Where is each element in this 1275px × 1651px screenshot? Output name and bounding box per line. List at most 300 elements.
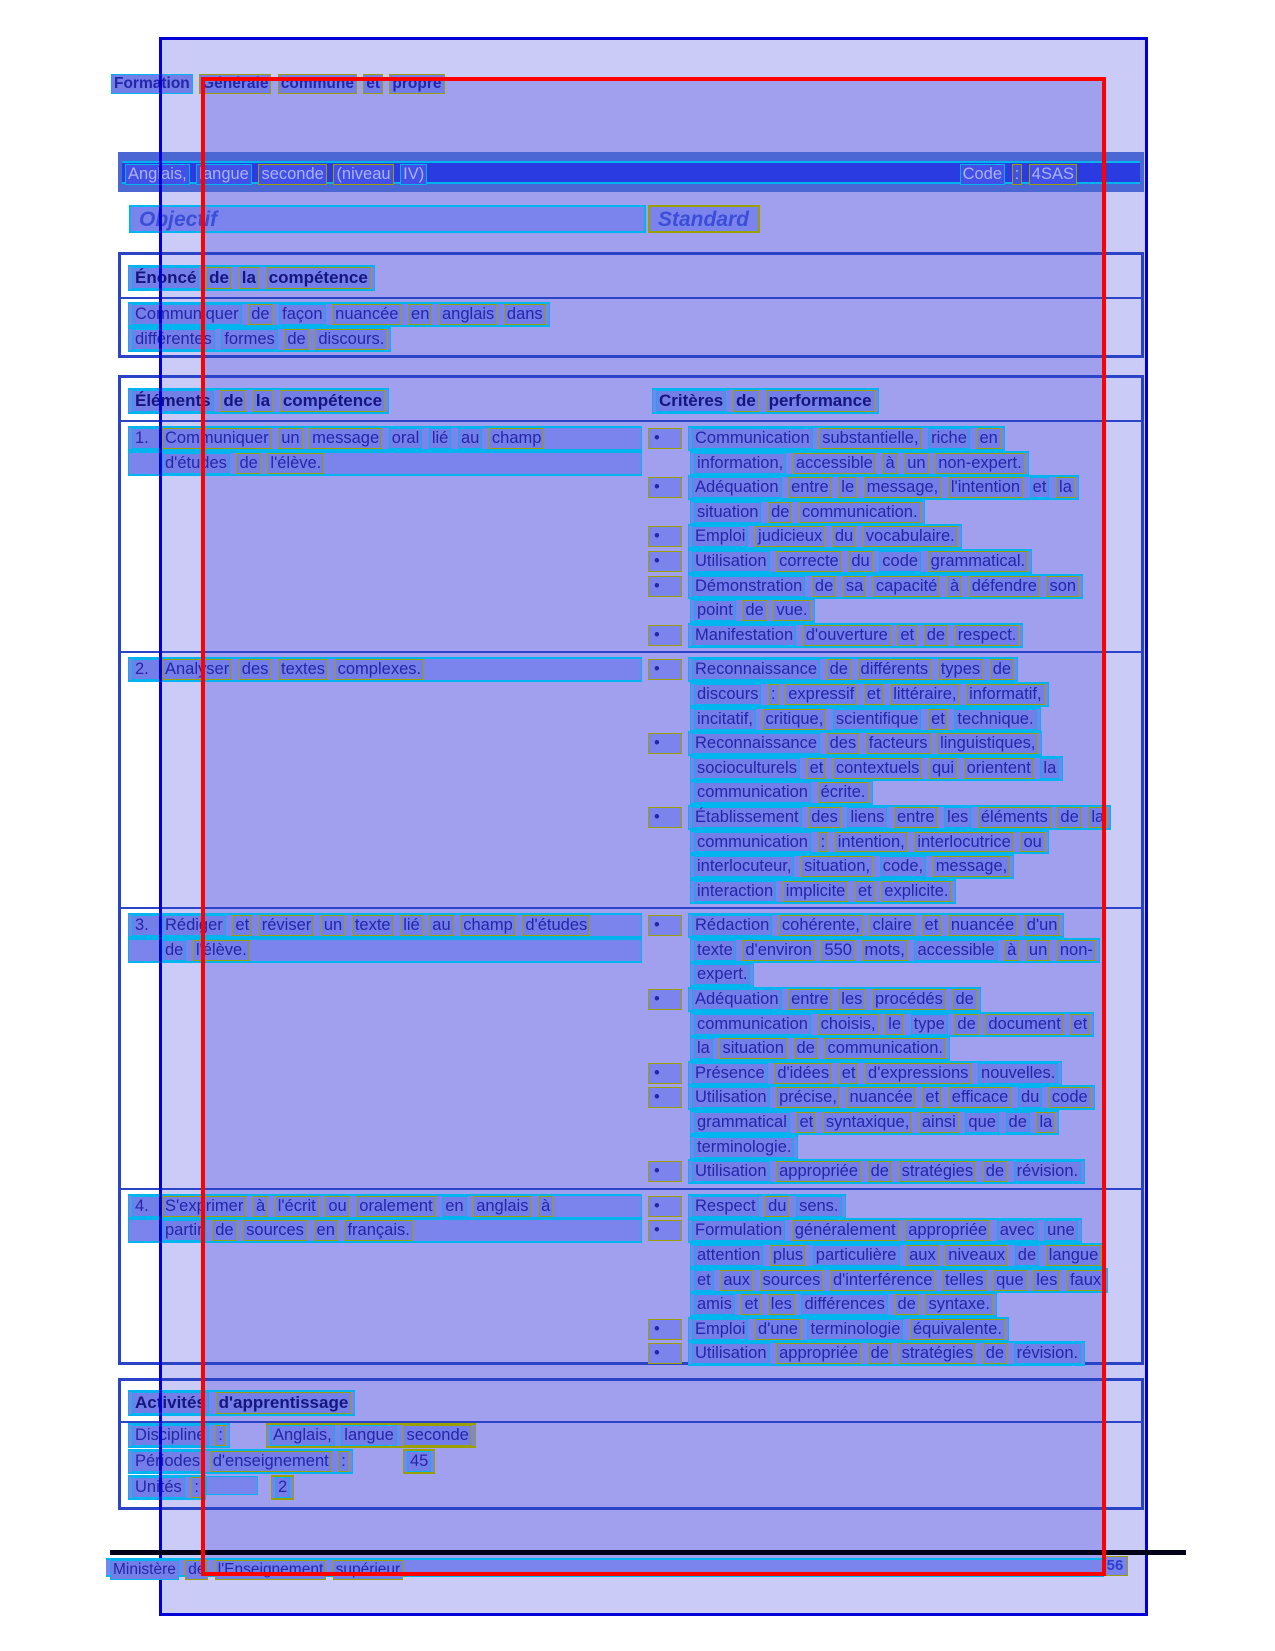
word-box: Anglais,	[270, 1425, 335, 1446]
word-box: d'interférence	[830, 1270, 935, 1291]
elements-criteres-table	[118, 375, 1144, 1365]
word-box: ou	[1020, 832, 1044, 853]
word-box: propre	[389, 74, 444, 94]
word-box: seconde	[258, 164, 326, 185]
word-box: à	[538, 1196, 553, 1217]
word-box: différents	[858, 659, 932, 680]
word-box: et	[741, 1294, 761, 1315]
word-box: :	[818, 832, 829, 853]
word-box: vocabulaire.	[863, 526, 958, 547]
word-box: Adéquation	[692, 477, 782, 498]
word-box: nuancée	[332, 304, 401, 325]
word-box: en	[314, 1220, 338, 1241]
criteria-text-line	[648, 830, 1150, 855]
word-box: de	[868, 1161, 892, 1182]
criteria-text-line	[648, 987, 1150, 1012]
criteria-list	[648, 913, 1150, 1184]
word-box: plus	[770, 1245, 806, 1266]
activites-row-value	[403, 1449, 435, 1474]
activites-table-header	[121, 1381, 1141, 1423]
word-box: (niveau	[333, 164, 393, 185]
word-box: la	[694, 1038, 713, 1059]
word-box: qui	[929, 758, 957, 779]
criteria-text-line	[648, 1012, 1150, 1037]
criteria-text-line	[648, 1292, 1150, 1317]
word-box: type	[911, 1014, 948, 1035]
word-box: d'études	[162, 453, 230, 474]
criteria-text-line	[648, 426, 1150, 451]
word-box: Communiquer	[162, 428, 272, 449]
criteria-text-line	[648, 549, 1150, 574]
word-box: expressif	[785, 684, 857, 705]
word-box: telles	[942, 1270, 987, 1291]
word-box: que	[965, 1112, 999, 1133]
word-box: Manifestation	[692, 625, 796, 646]
word-box: faux	[1067, 1270, 1104, 1291]
word-box: Adéquation	[692, 989, 782, 1010]
word-box: code	[1049, 1087, 1091, 1108]
word-box: d'un	[1024, 915, 1061, 936]
criteria-text-line	[648, 1036, 1150, 1061]
word-box: du	[848, 551, 872, 572]
bullet-icon: •	[648, 1319, 682, 1340]
criteria-text-line	[648, 1268, 1150, 1293]
word-box: un	[278, 428, 302, 449]
word-box: informatif,	[966, 684, 1044, 705]
word-box: champ	[489, 428, 545, 449]
word-box: de	[895, 1294, 919, 1315]
word-box: à	[882, 453, 897, 474]
word-box: intention,	[835, 832, 908, 853]
element-text-line	[128, 451, 642, 476]
word-box: Démonstration	[692, 576, 805, 597]
word-box: de	[733, 390, 759, 412]
word-box: 4SAS	[1029, 164, 1077, 185]
word-box: révision.	[1014, 1161, 1081, 1182]
word-box: terminologie.	[694, 1137, 794, 1158]
word-box: explicite.	[881, 881, 951, 902]
word-box: un	[321, 915, 345, 936]
word-box: oralement	[356, 1196, 435, 1217]
word-box: langue	[196, 164, 252, 185]
criteria-text-line	[648, 1218, 1150, 1243]
word-box: Utilisation	[692, 1087, 770, 1108]
word-box: au	[429, 915, 453, 936]
word-box: équivalente.	[910, 1319, 1005, 1340]
word-box: langue	[341, 1425, 397, 1446]
bullet-icon: •	[648, 625, 682, 646]
word-box: communication.	[799, 502, 921, 523]
criteria-text-line	[648, 524, 1150, 549]
word-box: d'apprentissage	[216, 1392, 352, 1414]
word-box: 45	[407, 1451, 431, 1472]
activites-row-label	[128, 1475, 206, 1500]
bullet-icon: •	[648, 1063, 682, 1084]
word-box: entre	[788, 477, 832, 498]
criteres-column-header	[652, 388, 879, 414]
word-box: sens.	[796, 1196, 841, 1217]
word-box: partir	[162, 1220, 206, 1241]
word-box: au	[458, 428, 482, 449]
word-box: différences	[801, 1294, 887, 1315]
word-box: Utilisation	[692, 551, 770, 572]
word-box: sources	[243, 1220, 307, 1241]
word-box: textes	[278, 659, 328, 680]
word-box: stratégies	[899, 1343, 977, 1364]
word-box: Emploi	[692, 1319, 748, 1340]
word-box: de	[983, 1161, 1007, 1182]
word-box: Formulation	[692, 1220, 785, 1241]
word-box: de	[1015, 1245, 1039, 1266]
word-box: Périodes	[132, 1451, 203, 1472]
criteria-list	[648, 426, 1150, 647]
word-box: de	[768, 502, 792, 523]
bullet-icon: •	[648, 1087, 682, 1108]
word-box: d'études	[522, 915, 590, 936]
word-box: Code	[960, 164, 1005, 185]
criteria-text-line	[648, 1317, 1150, 1342]
word-box: stratégies	[899, 1161, 977, 1182]
activites-row-value	[266, 1423, 476, 1448]
word-box: non-expert.	[935, 453, 1024, 474]
word-box: éléments	[978, 807, 1051, 828]
word-box: de	[284, 329, 308, 350]
word-box: communication	[694, 1014, 811, 1035]
word-box: :	[768, 684, 779, 705]
word-box: appropriée	[776, 1343, 861, 1364]
word-box: seconde	[403, 1425, 471, 1446]
course-title-bar	[118, 152, 1144, 192]
word-box: anglais	[473, 1196, 531, 1217]
element-row	[121, 1188, 1141, 1370]
word-box: :	[338, 1451, 349, 1472]
word-box: socioculturels	[694, 758, 800, 779]
word-box: IV)	[400, 164, 427, 185]
criteria-text-line	[648, 500, 1150, 525]
objectif-standard-row	[118, 203, 1144, 237]
word-box: les	[1033, 1270, 1060, 1291]
word-box: en	[977, 428, 1001, 449]
word-box: contextuels	[833, 758, 922, 779]
word-box: Générale	[199, 74, 271, 94]
footer-rule-line	[110, 1550, 1186, 1555]
word-box: de	[162, 940, 186, 961]
bullet-icon: •	[648, 428, 682, 449]
word-box: de	[954, 1014, 978, 1035]
word-box: et	[232, 915, 252, 936]
activites-row	[121, 1475, 1141, 1501]
word-box: entre	[894, 807, 938, 828]
word-box: grammatical.	[928, 551, 1028, 572]
word-box: nuancée	[847, 1087, 916, 1108]
word-box: révision.	[1014, 1343, 1081, 1364]
word-box: liens	[847, 807, 887, 828]
bullet-icon: •	[648, 659, 682, 680]
standard-heading	[650, 207, 753, 233]
word-box: communication	[694, 832, 811, 853]
objectif-heading-band	[129, 205, 646, 233]
word-box: de	[1057, 807, 1081, 828]
word-box: de	[248, 304, 272, 325]
word-box: interlocuteur,	[694, 856, 794, 877]
enonce-competence-table	[118, 252, 1144, 358]
word-box: de	[868, 1343, 892, 1364]
word-box: texte	[352, 915, 394, 936]
word-box: la	[253, 390, 273, 412]
word-box: interlocutrice	[914, 832, 1014, 853]
word-box: son	[1046, 576, 1079, 597]
word-box: l'écrit	[275, 1196, 319, 1217]
word-box: Utilisation	[692, 1343, 770, 1364]
criteria-text-line	[648, 879, 1150, 904]
word-box: littéraire,	[890, 684, 959, 705]
criteria-text-line	[648, 1194, 1150, 1219]
word-box: l'élève.	[267, 453, 324, 474]
word-box: le	[838, 477, 857, 498]
word-box: de	[220, 390, 246, 412]
word-box: substantielle,	[819, 428, 921, 449]
word-box: à	[947, 576, 962, 597]
word-box: Analyser	[162, 659, 232, 680]
word-box: compétence	[266, 267, 371, 289]
word-box: de	[983, 1343, 1007, 1364]
word-box: aux	[906, 1245, 939, 1266]
word-box: amis	[694, 1294, 735, 1315]
word-box: le	[885, 1014, 904, 1035]
word-box: à	[1004, 940, 1019, 961]
criteria-text-line	[648, 657, 1150, 682]
word-box: critique,	[763, 709, 827, 730]
word-box: expert.	[694, 964, 750, 985]
word-box: Objectif	[139, 208, 218, 231]
word-box: et	[363, 74, 383, 94]
criteria-text-line	[648, 574, 1150, 599]
word-box: Utilisation	[692, 1161, 770, 1182]
word-box: que	[993, 1270, 1027, 1291]
activites-row	[121, 1449, 1141, 1475]
word-box: choisis,	[818, 1014, 879, 1035]
word-box: Standard	[658, 208, 750, 231]
word-box: communication	[694, 782, 811, 803]
word-box: oral	[389, 428, 423, 449]
word-box: accessible	[914, 940, 997, 961]
word-box: sa	[843, 576, 866, 597]
word-box: en	[442, 1196, 466, 1217]
criteria-text-line	[648, 707, 1150, 732]
word-box: Unités	[132, 1477, 185, 1498]
word-box: du	[1018, 1087, 1042, 1108]
criteria-text-line	[648, 1341, 1150, 1366]
word-box: Rédiger	[162, 915, 226, 936]
word-box: de	[794, 1038, 818, 1059]
activites-row-label	[128, 1449, 353, 1474]
word-box: des	[239, 659, 272, 680]
enonce-text-line	[128, 327, 1141, 352]
word-box: de	[185, 1560, 208, 1580]
word-box: point	[694, 600, 736, 621]
word-box: Présence	[692, 1063, 768, 1084]
bullet-icon: •	[648, 733, 682, 754]
word-box: des	[827, 733, 860, 754]
word-box: défendre	[969, 576, 1040, 597]
criteria-list	[648, 1194, 1150, 1366]
word-box: des	[808, 807, 841, 828]
word-box: et	[922, 1087, 942, 1108]
element-text-line	[128, 938, 642, 963]
word-box: performance	[766, 390, 875, 412]
word-box: d'idées	[774, 1063, 832, 1084]
word-box: un	[904, 453, 928, 474]
word-box: de	[206, 267, 232, 289]
element-number: 2.	[132, 659, 160, 680]
word-box: Communication	[692, 428, 813, 449]
course-title	[124, 164, 428, 185]
word-box: de	[812, 576, 836, 597]
word-box: et	[694, 1270, 714, 1291]
word-box: information,	[694, 453, 786, 474]
word-box: lié	[429, 428, 452, 449]
word-box: lié	[400, 915, 423, 936]
criteria-text-line	[648, 475, 1150, 500]
bullet-icon: •	[648, 551, 682, 572]
word-box: facteurs	[866, 733, 931, 754]
word-box: cohérente,	[779, 915, 863, 936]
activites-apprentissage-table	[118, 1378, 1144, 1510]
word-box: à	[253, 1196, 268, 1217]
enonce-header-text	[128, 265, 375, 291]
word-box: et	[807, 758, 827, 779]
word-box: de	[952, 989, 976, 1010]
word-box: l'élève.	[193, 940, 250, 961]
title-highlight-band	[122, 161, 1140, 184]
word-box: discours.	[315, 329, 387, 350]
word-box: Emploi	[692, 526, 748, 547]
word-box: Respect	[692, 1196, 759, 1217]
criteria-text-line	[648, 805, 1150, 830]
word-box: commune	[278, 74, 357, 94]
word-box: syntaxe.	[925, 1294, 992, 1315]
enonce-table-header	[121, 255, 1141, 299]
word-box: sources	[760, 1270, 824, 1291]
word-box: et	[839, 1063, 859, 1084]
word-box: les	[768, 1294, 795, 1315]
bullet-icon: •	[648, 1196, 682, 1217]
word-box: interaction	[694, 881, 776, 902]
bullet-icon: •	[648, 989, 682, 1010]
word-box: réviser	[259, 915, 315, 936]
element-text-line	[128, 1194, 642, 1219]
criteria-text-line	[648, 1061, 1150, 1086]
word-box: et	[928, 709, 948, 730]
criteria-text-line	[648, 731, 1150, 756]
word-box: nouvelles.	[978, 1063, 1058, 1084]
word-box: S'exprimer	[162, 1196, 246, 1217]
word-box: langue	[1046, 1245, 1102, 1266]
word-box: efficace	[949, 1087, 1012, 1108]
criteria-text-line	[648, 780, 1150, 805]
page-number: 56	[1102, 1556, 1128, 1576]
word-box: champ	[460, 915, 516, 936]
bullet-icon: •	[648, 1161, 682, 1182]
word-box: :	[215, 1425, 226, 1446]
word-box: appropriée	[905, 1220, 990, 1241]
word-box: la	[1036, 1112, 1055, 1133]
word-box: incitatif,	[694, 709, 756, 730]
footer-ministry-text	[106, 1558, 1104, 1577]
word-box: appropriée	[776, 1161, 861, 1182]
word-box: les	[944, 807, 971, 828]
word-box: formes	[221, 329, 277, 350]
word-box: Critères	[656, 390, 726, 412]
word-box: la	[1088, 807, 1107, 828]
word-box: situation	[694, 502, 761, 523]
bullet-icon: •	[648, 477, 682, 498]
word-box: accessible	[793, 453, 876, 474]
word-box: d'ouverture	[803, 625, 891, 646]
word-box: de	[212, 1220, 236, 1241]
criteria-text-line	[648, 1085, 1150, 1110]
word-box: code	[879, 551, 921, 572]
word-box: communication.	[824, 1038, 946, 1059]
word-box: façon	[279, 304, 325, 325]
word-box: document	[985, 1014, 1063, 1035]
objectif-heading	[131, 207, 221, 233]
word-box: la	[1040, 758, 1059, 779]
word-box: et	[855, 881, 875, 902]
word-box: de	[990, 659, 1014, 680]
word-box: l'Enseignement	[215, 1560, 327, 1580]
word-box: de	[742, 600, 766, 621]
activites-header-text	[128, 1390, 355, 1416]
element-row	[121, 422, 1141, 651]
word-box: nuancée	[948, 915, 1017, 936]
word-box: d'expressions	[865, 1063, 971, 1084]
word-box: 550	[821, 940, 855, 961]
word-box: linguistiques,	[937, 733, 1038, 754]
criteria-text-line	[648, 682, 1150, 707]
criteria-text-line	[648, 913, 1150, 938]
word-box: de	[827, 659, 851, 680]
word-box: Anglais,	[125, 164, 190, 185]
criteria-text-line	[648, 598, 1150, 623]
word-box: Activités	[132, 1392, 209, 1414]
activites-row-label	[128, 1423, 230, 1448]
elements-table-header	[121, 378, 1141, 422]
word-box: mots,	[862, 940, 908, 961]
word-box: vue.	[773, 600, 810, 621]
word-box: avec	[997, 1220, 1038, 1241]
bullet-icon: •	[648, 807, 682, 828]
activites-row	[121, 1423, 1141, 1449]
word-box: et	[796, 1112, 816, 1133]
word-box: du	[765, 1196, 789, 1217]
word-box: l'intention	[948, 477, 1023, 498]
word-box: une	[1044, 1220, 1078, 1241]
criteria-text-line	[648, 938, 1150, 963]
criteria-text-line	[648, 1135, 1150, 1160]
bullet-icon: •	[648, 526, 682, 547]
word-box: Communiquer	[132, 304, 242, 325]
criteria-text-line	[648, 756, 1150, 781]
word-box: grammatical	[694, 1112, 790, 1133]
word-box: discours	[694, 684, 761, 705]
criteria-text-line	[648, 1110, 1150, 1135]
word-box: niveaux	[945, 1245, 1008, 1266]
word-box: capacité	[873, 576, 940, 597]
element-text-line	[128, 913, 642, 938]
word-box: orientent	[964, 758, 1034, 779]
word-box: Rédaction	[692, 915, 772, 936]
